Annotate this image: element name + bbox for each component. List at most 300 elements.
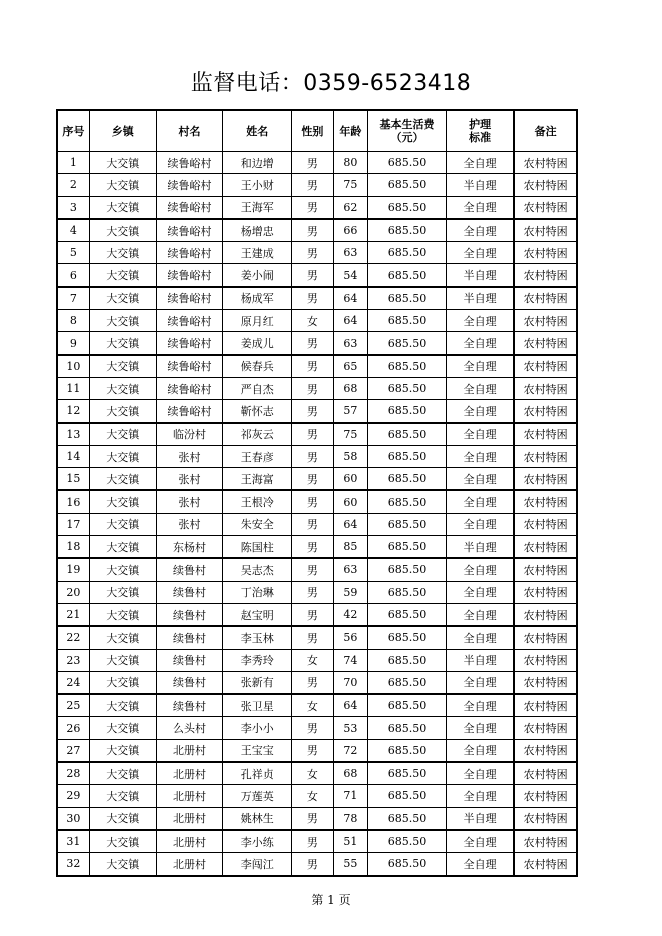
cell-name: 孔祥贞 (223, 762, 292, 785)
cell-no: 17 (57, 513, 89, 535)
cell-fee: 685.50 (368, 694, 447, 717)
cell-care: 全自理 (446, 152, 514, 174)
table-row (57, 152, 577, 174)
table-row (57, 468, 577, 491)
cell-name: 杨增忠 (223, 219, 292, 242)
table-row (57, 762, 577, 785)
cell-village: 东杨村 (156, 536, 223, 559)
cell-sex: 男 (292, 490, 333, 513)
cell-no: 20 (57, 581, 89, 603)
cell-no: 32 (57, 853, 89, 876)
cell-fee: 685.50 (368, 581, 447, 603)
table-row (57, 558, 577, 581)
cell-fee: 685.50 (368, 558, 447, 581)
header-care-line1: 护理 (469, 118, 492, 131)
cell-fee: 685.50 (368, 853, 447, 876)
cell-care: 全自理 (446, 219, 514, 242)
cell-sex: 男 (292, 174, 333, 196)
cell-village: 续鲁峪村 (156, 287, 223, 310)
cell-care: 全自理 (446, 603, 514, 626)
cell-town: 大交镇 (89, 513, 156, 535)
cell-fee: 685.50 (368, 717, 447, 739)
cell-note: 农村特困 (514, 694, 577, 717)
cell-fee: 685.50 (368, 377, 447, 399)
cell-village: 北册村 (156, 853, 223, 876)
table-row (57, 513, 577, 535)
cell-sex: 男 (292, 264, 333, 287)
cell-name: 王根冷 (223, 490, 292, 513)
cell-fee: 685.50 (368, 513, 447, 535)
cell-town: 大交镇 (89, 558, 156, 581)
cell-care: 全自理 (446, 377, 514, 399)
cell-village: 续鲁峪村 (156, 332, 223, 355)
table-row (57, 242, 577, 264)
cell-sex: 男 (292, 626, 333, 649)
cell-sex: 男 (292, 581, 333, 603)
cell-note: 农村特困 (514, 785, 577, 807)
cell-no: 22 (57, 626, 89, 649)
cell-fee: 685.50 (368, 242, 447, 264)
cell-town: 大交镇 (89, 649, 156, 671)
cell-fee: 685.50 (368, 174, 447, 196)
roster-table (56, 109, 578, 877)
cell-no: 24 (57, 671, 89, 694)
table-row (57, 739, 577, 762)
cell-village: 续鲁峪村 (156, 377, 223, 399)
table-row (57, 649, 577, 671)
cell-village: 续鲁峪村 (156, 219, 223, 242)
cell-note: 农村特困 (514, 242, 577, 264)
header-age: 年龄 (333, 110, 367, 152)
cell-care: 全自理 (446, 581, 514, 603)
cell-care: 全自理 (446, 694, 514, 717)
cell-sex: 女 (292, 649, 333, 671)
cell-name: 原月红 (223, 310, 292, 332)
cell-care: 全自理 (446, 242, 514, 264)
cell-town: 大交镇 (89, 739, 156, 762)
cell-village: 北册村 (156, 762, 223, 785)
cell-age: 54 (333, 264, 367, 287)
table-row (57, 423, 577, 446)
cell-note: 农村特困 (514, 603, 577, 626)
cell-no: 26 (57, 717, 89, 739)
cell-age: 66 (333, 219, 367, 242)
cell-age: 62 (333, 196, 367, 219)
cell-sex: 男 (292, 558, 333, 581)
cell-sex: 男 (292, 332, 333, 355)
header-fee-line1: 基本生活费 (379, 118, 435, 131)
cell-note: 农村特困 (514, 310, 577, 332)
cell-no: 7 (57, 287, 89, 310)
cell-care: 全自理 (446, 332, 514, 355)
cell-sex: 男 (292, 739, 333, 762)
cell-fee: 685.50 (368, 264, 447, 287)
cell-name: 李小小 (223, 717, 292, 739)
cell-sex: 男 (292, 400, 333, 423)
cell-note: 农村特困 (514, 830, 577, 853)
cell-note: 农村特困 (514, 400, 577, 423)
cell-sex: 男 (292, 377, 333, 399)
cell-village: 续鲁村 (156, 649, 223, 671)
cell-care: 全自理 (446, 196, 514, 219)
cell-care: 全自理 (446, 830, 514, 853)
cell-sex: 男 (292, 830, 333, 853)
cell-name: 候春兵 (223, 355, 292, 378)
cell-no: 8 (57, 310, 89, 332)
cell-village: 续鲁峪村 (156, 242, 223, 264)
cell-care: 全自理 (446, 671, 514, 694)
table-row (57, 490, 577, 513)
cell-care: 半自理 (446, 649, 514, 671)
cell-name: 王宝宝 (223, 739, 292, 762)
cell-care: 全自理 (446, 355, 514, 378)
cell-care: 全自理 (446, 490, 514, 513)
cell-town: 大交镇 (89, 310, 156, 332)
cell-age: 64 (333, 694, 367, 717)
cell-note: 农村特困 (514, 287, 577, 310)
header-sex: 性别 (292, 110, 333, 152)
cell-village: 续鲁峪村 (156, 174, 223, 196)
header-no: 序号 (57, 110, 89, 152)
cell-name: 靳怀志 (223, 400, 292, 423)
cell-sex: 男 (292, 445, 333, 467)
cell-note: 农村特困 (514, 649, 577, 671)
cell-care: 全自理 (446, 626, 514, 649)
header-care-line2: 标准 (469, 131, 492, 144)
cell-name: 赵宝明 (223, 603, 292, 626)
header-care (446, 110, 514, 152)
cell-care: 全自理 (446, 739, 514, 762)
cell-care: 全自理 (446, 400, 514, 423)
cell-note: 农村特困 (514, 152, 577, 174)
cell-sex: 女 (292, 762, 333, 785)
cell-village: 北册村 (156, 807, 223, 830)
table-row (57, 536, 577, 559)
cell-sex: 男 (292, 287, 333, 310)
cell-village: 张村 (156, 513, 223, 535)
table-row (57, 626, 577, 649)
cell-name: 丁治琳 (223, 581, 292, 603)
cell-village: 续鲁峪村 (156, 310, 223, 332)
table-row (57, 219, 577, 242)
cell-town: 大交镇 (89, 264, 156, 287)
cell-town: 大交镇 (89, 785, 156, 807)
table-row (57, 807, 577, 830)
cell-village: 续鲁峪村 (156, 196, 223, 219)
cell-age: 51 (333, 830, 367, 853)
cell-age: 59 (333, 581, 367, 603)
cell-town: 大交镇 (89, 603, 156, 626)
cell-fee: 685.50 (368, 762, 447, 785)
cell-village: 续鲁村 (156, 581, 223, 603)
table-row (57, 174, 577, 196)
cell-village: 北册村 (156, 830, 223, 853)
cell-town: 大交镇 (89, 152, 156, 174)
cell-no: 23 (57, 649, 89, 671)
cell-fee: 685.50 (368, 626, 447, 649)
cell-note: 农村特困 (514, 671, 577, 694)
cell-note: 农村特困 (514, 739, 577, 762)
cell-note: 农村特困 (514, 264, 577, 287)
cell-age: 57 (333, 400, 367, 423)
cell-village: 北册村 (156, 785, 223, 807)
cell-town: 大交镇 (89, 468, 156, 491)
cell-town: 大交镇 (89, 626, 156, 649)
cell-age: 60 (333, 490, 367, 513)
cell-town: 大交镇 (89, 355, 156, 378)
header-village: 村名 (156, 110, 223, 152)
cell-village: 张村 (156, 490, 223, 513)
cell-no: 15 (57, 468, 89, 491)
cell-town: 大交镇 (89, 581, 156, 603)
cell-town: 大交镇 (89, 694, 156, 717)
cell-name: 王海富 (223, 468, 292, 491)
cell-note: 农村特困 (514, 423, 577, 446)
cell-age: 64 (333, 310, 367, 332)
cell-town: 大交镇 (89, 196, 156, 219)
cell-note: 农村特困 (514, 536, 577, 559)
cell-village: 续鲁村 (156, 603, 223, 626)
cell-age: 68 (333, 762, 367, 785)
cell-fee: 685.50 (368, 807, 447, 830)
cell-name: 李小练 (223, 830, 292, 853)
cell-no: 16 (57, 490, 89, 513)
table-row (57, 694, 577, 717)
cell-note: 农村特困 (514, 332, 577, 355)
cell-age: 42 (333, 603, 367, 626)
cell-care: 全自理 (446, 785, 514, 807)
cell-fee: 685.50 (368, 196, 447, 219)
table-row (57, 671, 577, 694)
cell-age: 78 (333, 807, 367, 830)
cell-note: 农村特困 (514, 468, 577, 491)
cell-no: 18 (57, 536, 89, 559)
cell-sex: 男 (292, 242, 333, 264)
cell-sex: 女 (292, 785, 333, 807)
cell-age: 64 (333, 287, 367, 310)
cell-town: 大交镇 (89, 445, 156, 467)
cell-village: 张村 (156, 445, 223, 467)
cell-no: 11 (57, 377, 89, 399)
cell-care: 半自理 (446, 287, 514, 310)
cell-care: 全自理 (446, 513, 514, 535)
cell-name: 王春彦 (223, 445, 292, 467)
cell-note: 农村特困 (514, 626, 577, 649)
cell-name: 王小财 (223, 174, 292, 196)
cell-age: 63 (333, 558, 367, 581)
cell-fee: 685.50 (368, 423, 447, 446)
cell-note: 农村特困 (514, 355, 577, 378)
table-row (57, 445, 577, 467)
cell-village: 续鲁峪村 (156, 400, 223, 423)
cell-sex: 男 (292, 468, 333, 491)
cell-no: 13 (57, 423, 89, 446)
cell-note: 农村特困 (514, 558, 577, 581)
cell-care: 全自理 (446, 762, 514, 785)
page-footer: 第 1 页 (311, 893, 351, 907)
cell-name: 陈国柱 (223, 536, 292, 559)
cell-age: 53 (333, 717, 367, 739)
cell-note: 农村特困 (514, 807, 577, 830)
cell-name: 朱安全 (223, 513, 292, 535)
cell-sex: 男 (292, 219, 333, 242)
cell-age: 56 (333, 626, 367, 649)
cell-town: 大交镇 (89, 377, 156, 399)
cell-no: 9 (57, 332, 89, 355)
cell-no: 6 (57, 264, 89, 287)
cell-age: 68 (333, 377, 367, 399)
cell-sex: 男 (292, 355, 333, 378)
cell-town: 大交镇 (89, 830, 156, 853)
cell-name: 和边增 (223, 152, 292, 174)
cell-no: 10 (57, 355, 89, 378)
cell-note: 农村特困 (514, 174, 577, 196)
cell-note: 农村特困 (514, 219, 577, 242)
cell-age: 85 (333, 536, 367, 559)
cell-fee: 685.50 (368, 739, 447, 762)
cell-sex: 男 (292, 853, 333, 876)
cell-fee: 685.50 (368, 671, 447, 694)
cell-age: 65 (333, 355, 367, 378)
cell-village: 续鲁村 (156, 626, 223, 649)
table-header-row (57, 110, 577, 152)
cell-village: 续鲁村 (156, 694, 223, 717)
cell-fee: 685.50 (368, 830, 447, 853)
table-row (57, 400, 577, 423)
table-row (57, 717, 577, 739)
cell-age: 75 (333, 174, 367, 196)
cell-fee: 685.50 (368, 287, 447, 310)
cell-town: 大交镇 (89, 671, 156, 694)
cell-sex: 男 (292, 671, 333, 694)
cell-name: 万莲英 (223, 785, 292, 807)
cell-care: 半自理 (446, 536, 514, 559)
cell-sex: 男 (292, 536, 333, 559)
cell-no: 4 (57, 219, 89, 242)
cell-fee: 685.50 (368, 468, 447, 491)
cell-care: 全自理 (446, 717, 514, 739)
cell-care: 半自理 (446, 807, 514, 830)
cell-fee: 685.50 (368, 603, 447, 626)
cell-name: 姜小闹 (223, 264, 292, 287)
cell-age: 63 (333, 332, 367, 355)
cell-no: 14 (57, 445, 89, 467)
cell-no: 28 (57, 762, 89, 785)
cell-no: 19 (57, 558, 89, 581)
cell-town: 大交镇 (89, 717, 156, 739)
cell-sex: 女 (292, 310, 333, 332)
cell-village: 临汾村 (156, 423, 223, 446)
cell-sex: 男 (292, 423, 333, 446)
cell-no: 2 (57, 174, 89, 196)
cell-age: 70 (333, 671, 367, 694)
cell-sex: 男 (292, 807, 333, 830)
table-row (57, 603, 577, 626)
cell-no: 25 (57, 694, 89, 717)
cell-note: 农村特困 (514, 717, 577, 739)
cell-name: 张卫星 (223, 694, 292, 717)
cell-note: 农村特困 (514, 377, 577, 399)
cell-sex: 女 (292, 694, 333, 717)
cell-town: 大交镇 (89, 174, 156, 196)
cell-fee: 685.50 (368, 445, 447, 467)
table-row (57, 853, 577, 876)
table-row (57, 377, 577, 399)
table-row (57, 264, 577, 287)
cell-sex: 男 (292, 196, 333, 219)
cell-name: 王海军 (223, 196, 292, 219)
cell-note: 农村特困 (514, 490, 577, 513)
header-town: 乡镇 (89, 110, 156, 152)
cell-age: 63 (333, 242, 367, 264)
cell-age: 74 (333, 649, 367, 671)
cell-note: 农村特困 (514, 762, 577, 785)
cell-fee: 685.50 (368, 152, 447, 174)
cell-town: 大交镇 (89, 332, 156, 355)
cell-village: 续鲁峪村 (156, 264, 223, 287)
cell-name: 严自杰 (223, 377, 292, 399)
cell-fee: 685.50 (368, 649, 447, 671)
cell-village: 续鲁村 (156, 671, 223, 694)
cell-fee: 685.50 (368, 785, 447, 807)
header-note: 备注 (514, 110, 577, 152)
cell-care: 全自理 (446, 310, 514, 332)
cell-age: 71 (333, 785, 367, 807)
cell-fee: 685.50 (368, 310, 447, 332)
cell-name: 王建成 (223, 242, 292, 264)
cell-care: 全自理 (446, 445, 514, 467)
cell-town: 大交镇 (89, 423, 156, 446)
cell-care: 全自理 (446, 853, 514, 876)
cell-no: 5 (57, 242, 89, 264)
cell-town: 大交镇 (89, 219, 156, 242)
cell-town: 大交镇 (89, 287, 156, 310)
cell-town: 大交镇 (89, 807, 156, 830)
table-row (57, 310, 577, 332)
cell-village: 张村 (156, 468, 223, 491)
table-row (57, 581, 577, 603)
cell-name: 张新有 (223, 671, 292, 694)
cell-age: 55 (333, 853, 367, 876)
cell-name: 姚林生 (223, 807, 292, 830)
cell-note: 农村特困 (514, 581, 577, 603)
cell-town: 大交镇 (89, 242, 156, 264)
cell-no: 29 (57, 785, 89, 807)
cell-village: 续鲁峪村 (156, 355, 223, 378)
cell-no: 3 (57, 196, 89, 219)
cell-fee: 685.50 (368, 536, 447, 559)
cell-fee: 685.50 (368, 400, 447, 423)
cell-fee: 685.50 (368, 355, 447, 378)
cell-name: 姜成儿 (223, 332, 292, 355)
cell-no: 27 (57, 739, 89, 762)
cell-town: 大交镇 (89, 536, 156, 559)
cell-sex: 男 (292, 717, 333, 739)
cell-town: 大交镇 (89, 400, 156, 423)
cell-age: 60 (333, 468, 367, 491)
cell-care: 全自理 (446, 558, 514, 581)
cell-village: 续鲁峪村 (156, 152, 223, 174)
cell-note: 农村特困 (514, 445, 577, 467)
cell-sex: 男 (292, 603, 333, 626)
page-title: 监督电话：0359-6523418 (190, 71, 472, 96)
cell-name: 李秀玲 (223, 649, 292, 671)
cell-note: 农村特困 (514, 196, 577, 219)
cell-fee: 685.50 (368, 219, 447, 242)
cell-name: 吴志杰 (223, 558, 292, 581)
cell-no: 12 (57, 400, 89, 423)
cell-age: 80 (333, 152, 367, 174)
